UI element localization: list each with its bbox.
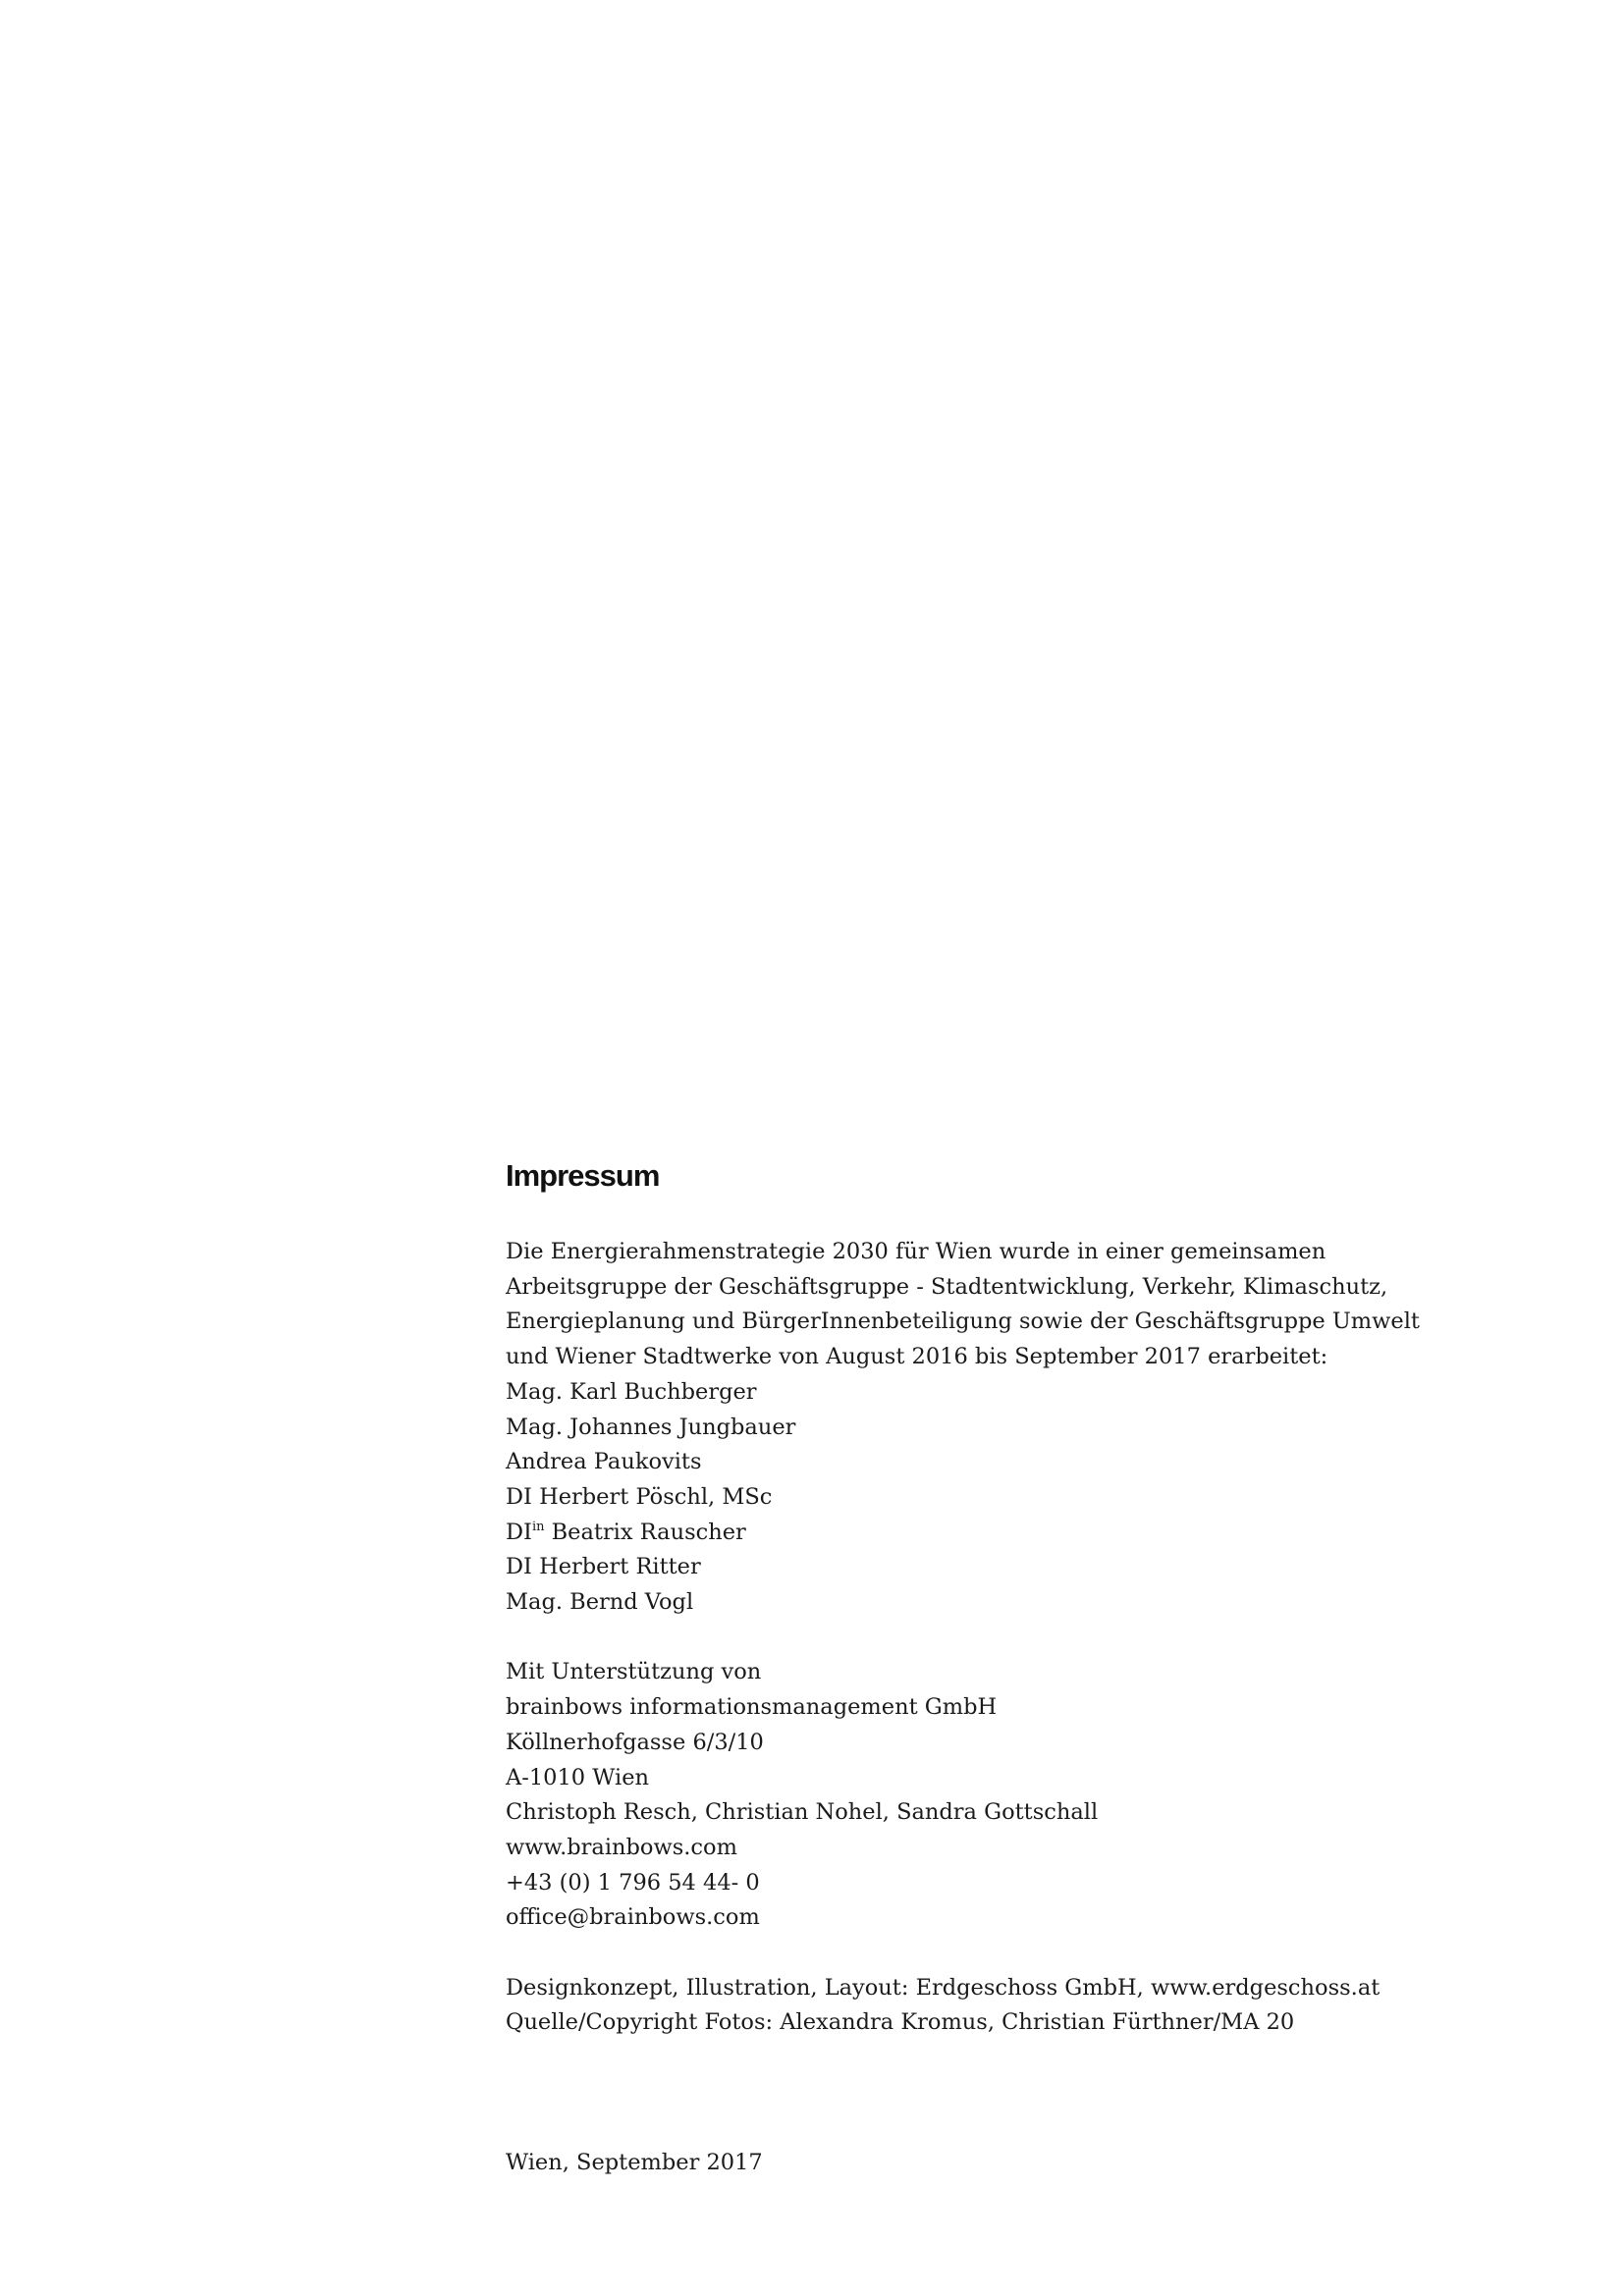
company-phone: +43 (0) 1 796 54 44- 0 <box>506 1869 760 1896</box>
author-name <box>506 1516 1507 1551</box>
support-line: Mit Unterstützung von <box>506 1659 762 1685</box>
design-credit: Designkonzept, Illustration, Layout: Erdgeschoss GmbH, www.erdgeschoss.at <box>506 1974 1380 2001</box>
author-name: DI Herbert Pöschl, MSc <box>506 1483 773 1510</box>
author-name: Mag. Karl Buchberger <box>506 1378 757 1405</box>
company-website: www.brainbows.com <box>506 1834 737 1860</box>
intro-paragraph <box>506 1235 1507 1621</box>
company-email: office@brainbows.com <box>506 1904 760 1931</box>
impressum-heading: Impressum <box>506 1158 660 1193</box>
company-name: brainbows informationsmanagement GmbH <box>506 1694 998 1721</box>
place-date: Wien, September 2017 <box>506 2150 763 2176</box>
author-name: Mag. Bernd Vogl <box>506 1589 694 1616</box>
author-title-suffix: in <box>531 1519 545 1534</box>
author-name-text: Beatrix Rauscher <box>544 1519 746 1545</box>
company-contacts: Christoph Resch, Christian Nohel, Sandra Gottschall <box>506 1799 1099 1826</box>
intro-line: Arbeitsgruppe der Geschäftsgruppe - Stadtentwicklung, Verkehr, Klimaschutz, <box>506 1273 1388 1300</box>
support-block <box>506 1655 1507 1936</box>
intro-line: Energieplanung und BürgerInnenbeteiligung sowie der Geschäftsgruppe Umwelt <box>506 1308 1420 1335</box>
author-name: Mag. Johannes Jungbauer <box>506 1414 796 1440</box>
credits-block <box>506 1971 1507 2041</box>
intro-line: Die Energierahmenstrategie 2030 für Wien wurde in einer gemeinsamen <box>506 1239 1326 1264</box>
author-name: DI Herbert Ritter <box>506 1554 701 1580</box>
author-name: Andrea Paukovits <box>506 1449 702 1475</box>
author-title: DI <box>506 1519 532 1545</box>
company-city: A-1010 Wien <box>506 1764 649 1790</box>
photo-credit: Quelle/Copyright Fotos: Alexandra Kromus, Christian Fürthner/MA 20 <box>506 2009 1295 2036</box>
intro-line: und Wiener Stadtwerke von August 2016 bis September 2017 erarbeitet: <box>506 1344 1328 1370</box>
signoff-block <box>506 2146 1507 2181</box>
impressum-section <box>506 1156 1507 2216</box>
company-street: Köllnerhofgasse 6/3/10 <box>506 1729 764 1755</box>
